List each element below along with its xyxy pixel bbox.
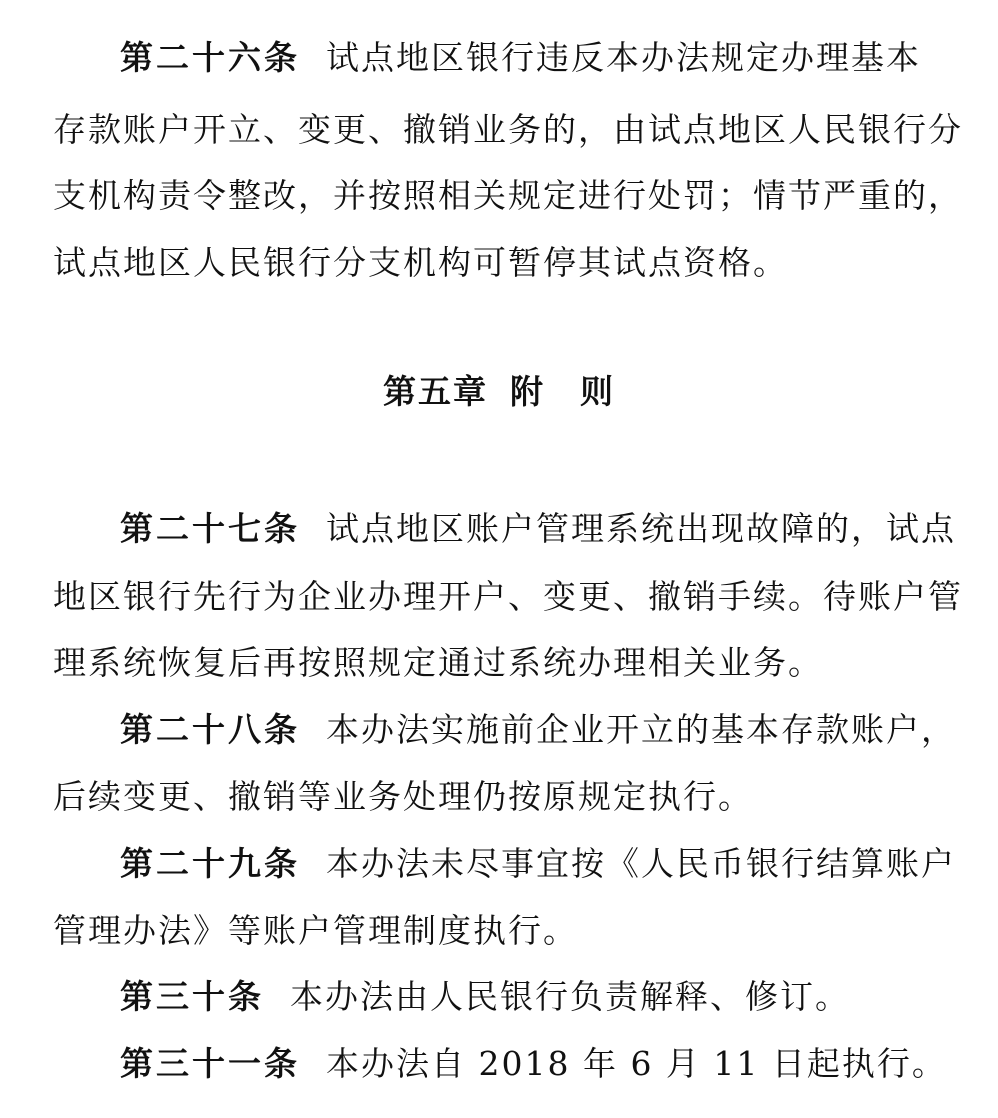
article-29-number: 第二十九条 [120,844,300,883]
chapter-title: 附 则 [510,372,615,411]
article-26-line-1 [120,38,921,78]
chapter-number: 第五章 [383,372,488,411]
article-27-number: 第二十七条 [120,509,300,548]
article-29-text: 本办法未尽事宜按《人民币银行结算账户 [326,844,956,883]
article-28-line-1 [120,710,956,750]
article-27-line-2: 地区银行先行为企业办理开户、变更、撤销手续。待账户管 [53,577,963,616]
article-30-text: 本办法由人民银行负责解释、修订。 [290,977,850,1016]
article-28-line-2: 后续变更、撤销等业务处理仍按原规定执行。 [53,777,753,816]
chapter-heading [0,372,998,412]
article-28-text: 本办法实施前企业开立的基本存款账户， [326,710,956,749]
article-31-number: 第三十一条 [120,1044,300,1083]
article-27-line-3: 理系统恢复后再按照规定通过系统办理相关业务。 [53,643,823,682]
article-27-text: 试点地区账户管理系统出现故障的，试点 [326,509,956,548]
article-29-line-1 [120,844,956,884]
article-27-line-1 [120,509,956,549]
article-26-number: 第二十六条 [120,38,300,77]
article-26-line-3: 支机构责令整改，并按照相关规定进行处罚；情节严重的， [53,176,963,215]
article-26-line-4: 试点地区人民银行分支机构可暂停其试点资格。 [53,243,788,282]
article-29-line-2: 管理办法》等账户管理制度执行。 [53,911,578,950]
article-26-text: 试点地区银行违反本办法规定办理基本 [326,38,921,77]
article-31-text: 本办法自 2018 年 6 月 11 日起执行。 [326,1044,947,1083]
article-30-number: 第三十条 [120,977,264,1016]
article-30-line-1 [120,977,850,1017]
article-26-line-2: 存款账户开立、变更、撤销业务的，由试点地区人民银行分 [53,110,963,149]
article-31-line-1 [120,1044,947,1084]
article-28-number: 第二十八条 [120,710,300,749]
